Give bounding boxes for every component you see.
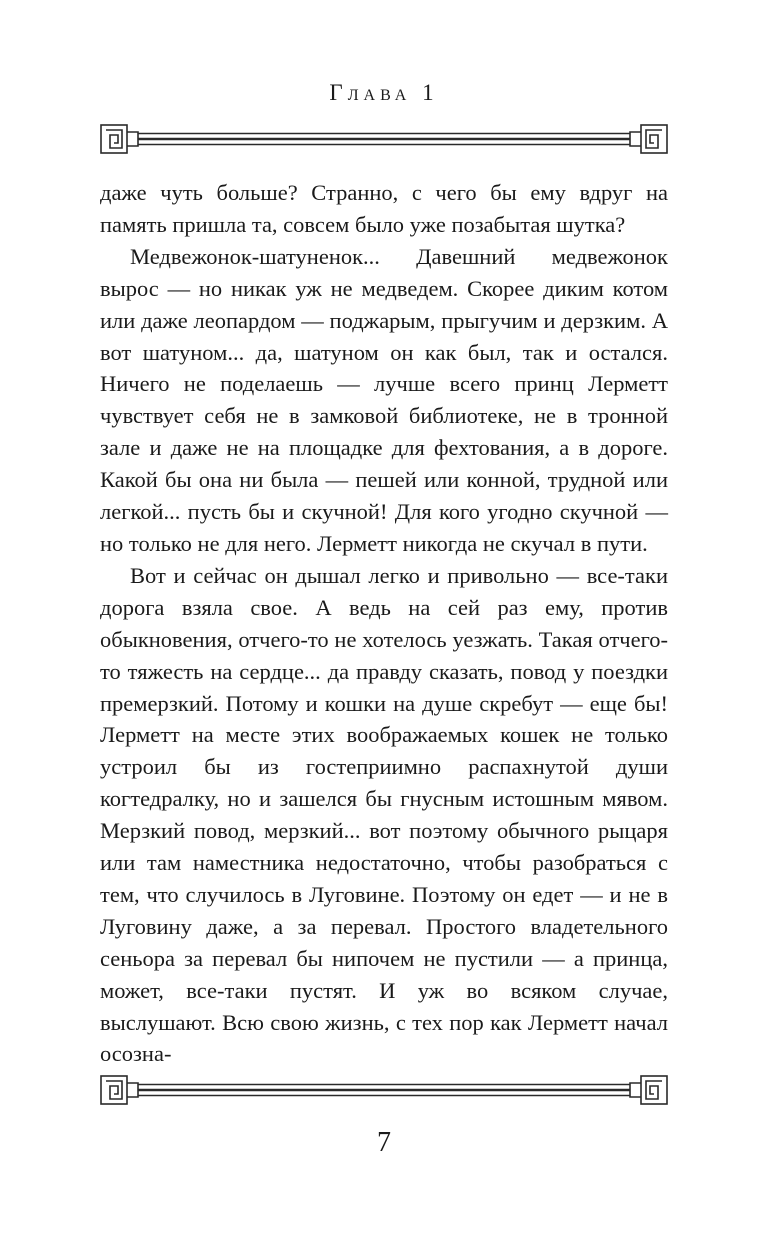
- body-text: [100, 177, 668, 1070]
- paragraph-1: даже чуть больше? Странно, с чего бы ему вдруг на память пришла та, совсем было уже позабытая шутка?: [100, 180, 668, 237]
- bottom-ornament: [98, 1073, 670, 1107]
- paragraph-3: Вот и сейчас он дышал легко и привольно — все-таки дорога взяла свое. А ведь на сей раз ему, против обыкновения, отчего-то не хотелось уезжать. Такая отчего-то тяжесть на сердце... да правду сказать, повод у поездки премерзкий. Потому и кошки на душе скребут — еще бы! Лерметт на месте этих воображаемых кошек не только устроил бы из гостеприимно распахнутой души когтедралку, но и зашелся бы гнусным истошным мявом. Мерзкий повод, мерзкий... вот поэтому обычного рыцаря или там наместника недостаточно, чтобы разобраться с тем, что случилось в Луговине. Поэтому он едет — и не в Луговину даже, а за перевал. Простого владетельного сеньора за перевал бы нипочем не пустили — а принца, может, все-таки пустят. И уж во всяком случае, выслушают. Всю свою жизнь, с тех пор как Лерметт начал осозна-: [100, 562, 668, 1067]
- paragraph-2: Медвежонок-шатуненок... Давешний медвежонок вырос — но никак уж не медведем. Скорее диким котом или даже леопардом — поджарым, прыгучим и дерзким. А вот шатуном... да, шатуном он как был, так и остался. Ничего не поделаешь — лучше всего принц Лерметт чувствует себя не в замковой библиотеке, не в тронной зале и даже не на площадке для фехтования, а в дороге. Какой бы она ни была — пешей или конной, трудной или легкой... пусть бы и скучной! Для кого угодно скучной — но только не для него. Лерметт никогда не скучал в пути.: [100, 243, 668, 556]
- chapter-header: Глава 1: [329, 80, 439, 105]
- top-ornament: [98, 122, 670, 156]
- page-number: 7: [377, 1127, 391, 1158]
